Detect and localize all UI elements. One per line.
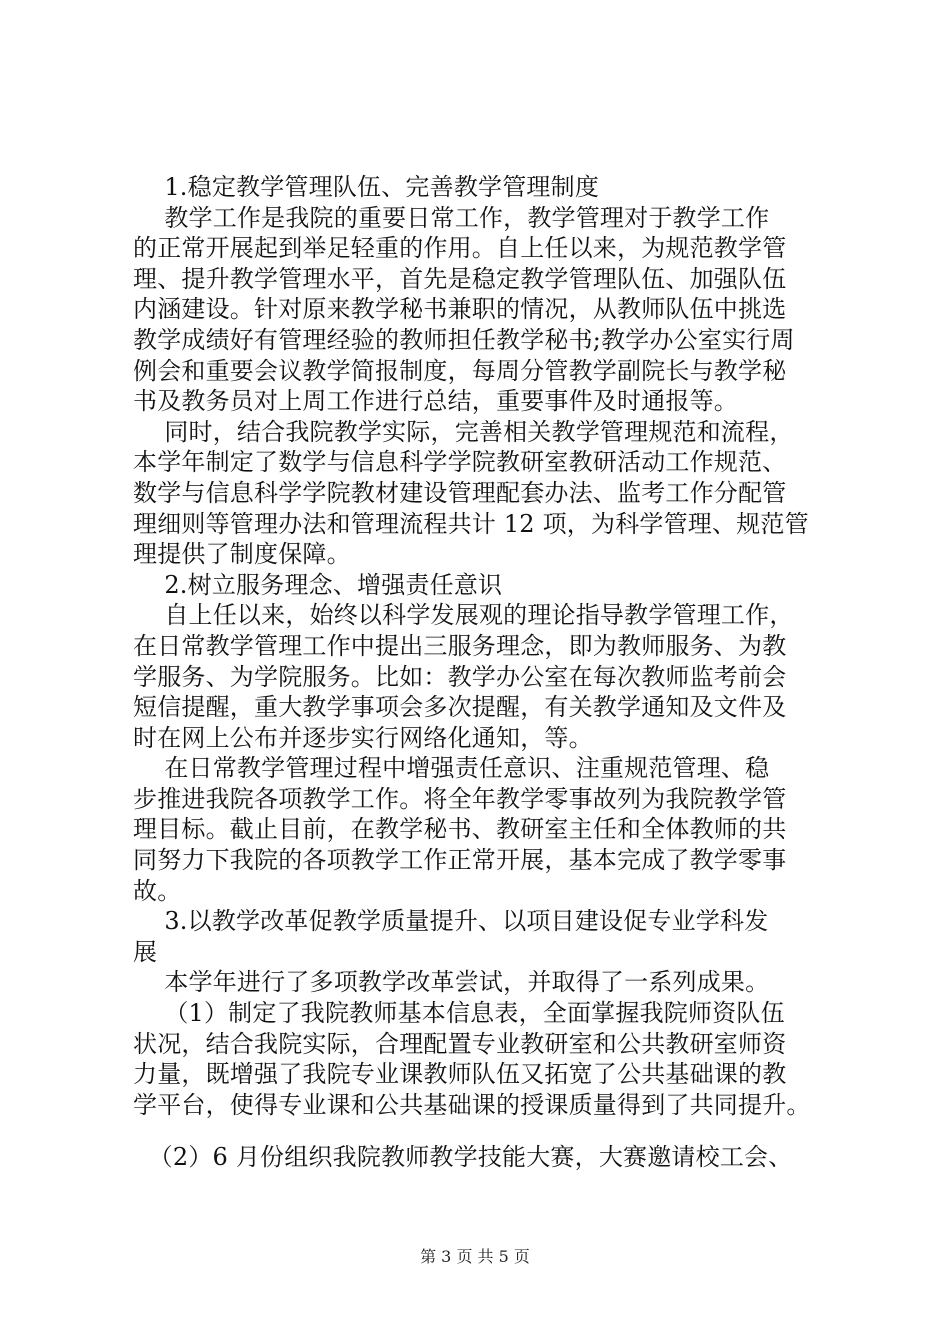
paragraph-line: 同时，结合我院教学实际，完善相关教学管理规范和流程， bbox=[133, 417, 794, 446]
paragraph-line: 数学与信息科学学院教材建设管理配套办法、监考工作分配管 bbox=[133, 478, 787, 507]
paragraph-line: 自上任以来，始终以科学发展观的理论指导教学管理工作， bbox=[133, 601, 794, 630]
paragraph-line: 学服务、为学院服务。比如：教学办公室在每次教师监考前会 bbox=[133, 662, 787, 691]
paragraph-line: 理提供了制度保障。 bbox=[133, 540, 351, 569]
paragraph-line: 故。 bbox=[133, 876, 182, 905]
paragraph-line: 的正常开展起到举足轻重的作用。自上任以来，为规范教学管 bbox=[133, 234, 787, 263]
paragraph-line: 同努力下我院的各项教学工作正常开展，基本完成了教学零事 bbox=[133, 846, 787, 875]
section-heading-2: 2.树立服务理念、增强责任意识 bbox=[133, 570, 503, 599]
paragraph-line: 状况，结合我院实际，合理配置专业教研室和公共教研室师资 bbox=[133, 1029, 787, 1058]
paragraph-line: （1）制定了我院教师基本信息表，全面掌握我院师资队伍 bbox=[133, 999, 785, 1028]
paragraph-line: 内涵建设。针对原来教学秘书兼职的情况，从教师队伍中挑选 bbox=[133, 295, 787, 324]
page-number-footer: 第 3 页 共 5 页 bbox=[420, 1247, 530, 1266]
paragraph-line: 本学年制定了数学与信息科学学院教研室教研活动工作规范、 bbox=[133, 448, 787, 477]
section-heading-1: 1.稳定教学管理队伍、完善教学管理制度 bbox=[133, 173, 600, 201]
paragraph-line: 理目标。截止目前，在教学秘书、教研室主任和全体教师的共 bbox=[133, 815, 787, 844]
paragraph-line: 理、提升教学管理水平，首先是稳定教学管理队伍、加强队伍 bbox=[133, 264, 787, 293]
paragraph-line: （2）6 月份组织我院教师教学技能大赛，大赛邀请校工会、 bbox=[133, 1143, 793, 1172]
paragraph-line: 学平台，使得专业课和公共基础课的授课质量得到了共同提升。 bbox=[133, 1090, 811, 1119]
paragraph-gap bbox=[133, 1120, 833, 1142]
paragraph-line: 教学成绩好有管理经验的教师担任教学秘书;教学办公室实行周 bbox=[133, 325, 795, 354]
paragraph-line: 在日常教学管理工作中提出三服务理念，即为教师服务、为教 bbox=[133, 631, 787, 660]
paragraph-line: 短信提醒，重大教学事项会多次提醒，有关教学通知及文件及 bbox=[133, 693, 787, 722]
paragraph-line: 教学工作是我院的重要日常工作，教学管理对于教学工作 bbox=[133, 203, 770, 232]
paragraph-line: 书及教务员对上周工作进行总结，重要事件及时通报等。 bbox=[133, 387, 738, 416]
paragraph-line: 例会和重要会议教学简报制度，每周分管教学副院长与教学秘 bbox=[133, 356, 787, 385]
section-heading-3: 3.以教学改革促教学质量提升、以项目建设促专业学科发 bbox=[133, 907, 769, 936]
paragraph-line: 力量，既增强了我院专业课教师队伍又拓宽了公共基础课的教 bbox=[133, 1060, 787, 1089]
paragraph-line: 本学年进行了多项教学改革尝试，并取得了一系列成果。 bbox=[133, 968, 770, 997]
document-body bbox=[133, 172, 833, 1173]
section-heading-3-cont: 展 bbox=[133, 937, 158, 966]
paragraph-line: 时在网上公布并逐步实行网络化通知，等。 bbox=[133, 723, 593, 752]
paragraph-line: 理细则等管理办法和管理流程共计 12 项，为科学管理、规范管 bbox=[133, 509, 809, 538]
paragraph-line: 步推进我院各项教学工作。将全年教学零事故列为我院教学管 bbox=[133, 784, 787, 813]
paragraph-line: 在日常教学管理过程中增强责任意识、注重规范管理、稳 bbox=[133, 754, 770, 783]
